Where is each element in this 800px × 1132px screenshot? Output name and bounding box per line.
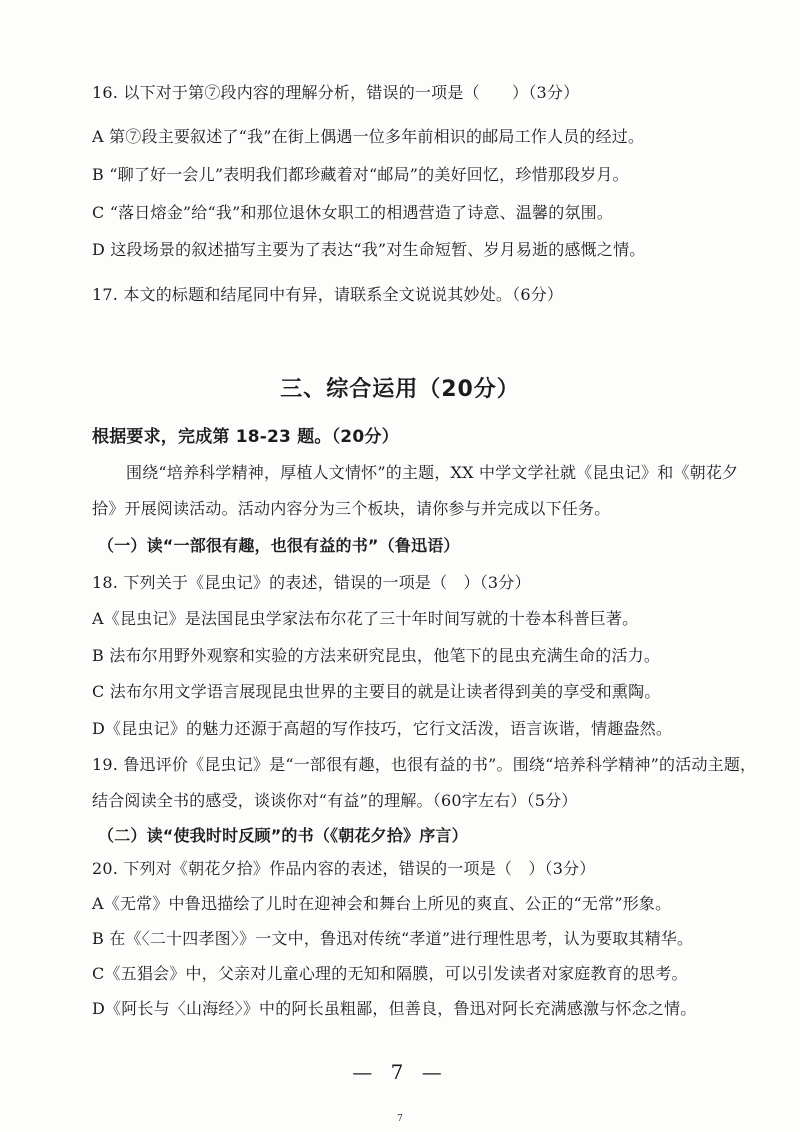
- q20-stem: 20. 下列对《朝花夕拾》作品内容的表述，错误的一项是（ ）（3分）: [92, 859, 596, 878]
- section-title: 三、综合运用（20分）: [280, 377, 520, 402]
- q20-option-c: C《五猖会》中，父亲对儿童心理的无知和隔膜，可以引发读者对家庭教育的思考。: [92, 964, 688, 983]
- intro-line-2: 拾》开展阅读活动。活动内容分为三个板块，请你参与并完成以下任务。: [92, 499, 611, 518]
- intro-line-1: 围绕“培养科学精神，厚植人文情怀”的主题，XX 中学文学社就《昆虫记》和《朝花夕: [126, 463, 739, 482]
- q20-option-a: A《无常》中鲁迅描绘了儿时在迎神会和舞台上所见的爽直、公正的“无常”形象。: [92, 894, 672, 913]
- q18-stem: 18. 下列关于《昆虫记》的表述，错误的一项是（ ）（3分）: [92, 573, 531, 592]
- q19-line-1: 19. 鲁迅评价《昆虫记》是“一部很有趣，也很有益的书”。围绕“培养科学精神”的活动主题，: [92, 755, 757, 774]
- q16-option-c: C “落日熔金”给“我”和那位退休女职工的相遇营造了诗意、温馨的氛围。: [92, 203, 614, 222]
- q18-option-d: D《昆虫记》的魅力还源于高超的写作技巧，它行文活泼，语言诙谐，情趣盎然。: [92, 719, 673, 738]
- part2-title: （二）读“使我时时反顾”的书（《朝花夕拾》序言）: [98, 826, 468, 845]
- q18-option-c: C 法布尔用文学语言展现昆虫世界的主要目的就是让读者得到美的享受和熏陶。: [92, 682, 661, 701]
- q16-option-a: A 第⑦段主要叙述了“我”在街上偶遇一位多年前相识的邮局工作人员的经过。: [92, 127, 645, 146]
- q19-line-2: 结合阅读全书的感受，谈谈你对“有益”的理解。（60字左右）（5分）: [92, 791, 578, 810]
- q18-option-a: A《昆虫记》是法国昆虫学家法布尔花了三十年时间写就的十卷本科普巨著。: [92, 609, 639, 628]
- part1-title: （一）读“一部很有趣，也很有益的书”（鲁迅语）: [98, 536, 460, 555]
- page-number: — 7 —: [352, 1060, 448, 1084]
- q16-stem: 16. 以下对于第⑦段内容的理解分析，错误的一项是（ ）（3分）: [92, 83, 580, 102]
- q16-option-d: D 这段场景的叙述描写主要为了表达“我”对生命短暂、岁月易逝的感慨之情。: [92, 240, 646, 259]
- q18-option-b: B 法布尔用野外观察和实验的方法来研究昆虫，他笔下的昆虫充满生命的活力。: [92, 646, 661, 665]
- small-page-number: 7: [397, 1114, 403, 1124]
- q20-option-b: B 在《〈二十四孝图〉》一文中，鲁迅对传统“孝道”进行理性思考，认为要取其精华。: [92, 929, 694, 948]
- q16-option-b: B “聊了好一会儿”表明我们都珍藏着对“邮局”的美好回忆，珍惜那段岁月。: [92, 165, 629, 184]
- q20-option-d: D《阿长与〈山海经〉》中的阿长虽粗鄙，但善良，鲁迅对阿长充满感激与怀念之情。: [92, 999, 697, 1018]
- q17-stem: 17. 本文的标题和结尾同中有异，请联系全文说说其妙处。（6分）: [92, 285, 564, 304]
- section-instruction: 根据要求，完成第 18-23 题。（20分）: [92, 427, 399, 447]
